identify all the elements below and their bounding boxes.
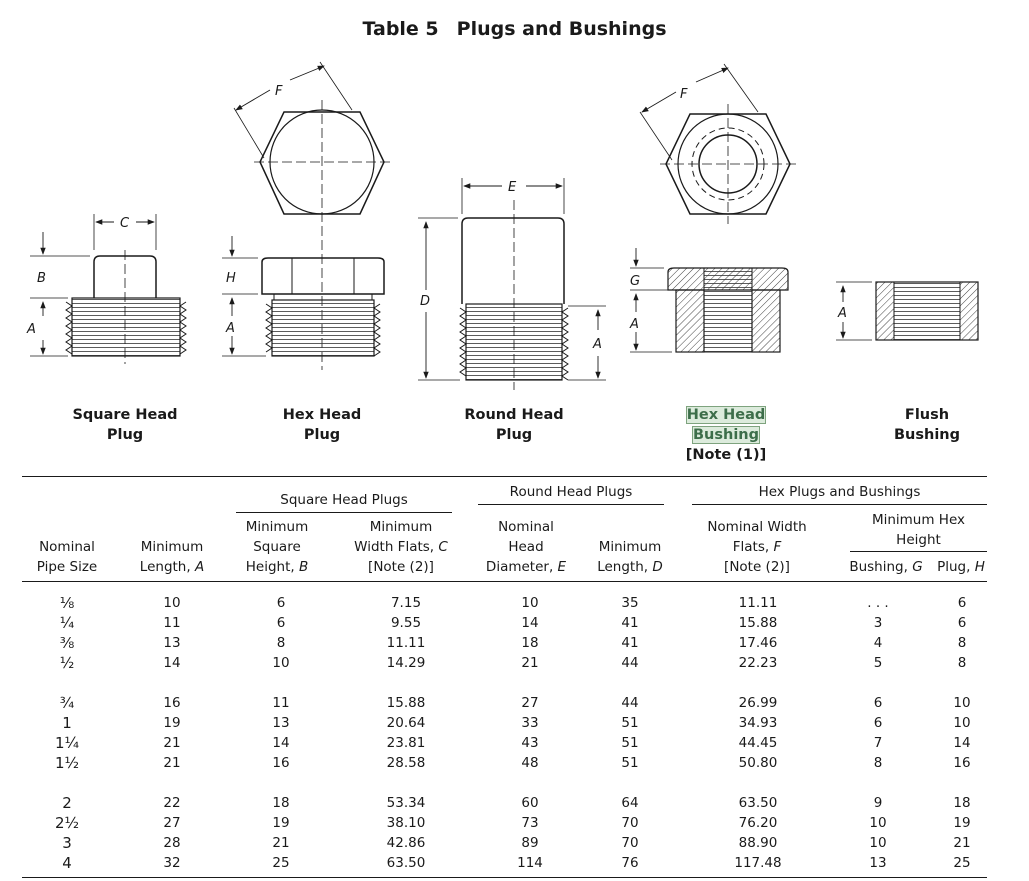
col-diam-e-line2: Head (508, 539, 544, 555)
cell-bushing-g: 13 (869, 855, 887, 871)
cell-plug-h: 8 (957, 655, 967, 671)
cell-plug-h: 18 (953, 795, 971, 811)
cell-nominal-size: 4 (62, 854, 72, 872)
cell-width-flats-c: 7.15 (390, 595, 422, 611)
cell-nominal-size: 1¼ (54, 734, 80, 752)
col-header-min-length-d (585, 537, 675, 577)
cell-min-length-a: 11 (163, 615, 181, 631)
cell-plug-h: 10 (953, 695, 971, 711)
cell-head-diameter-e: 18 (521, 635, 539, 651)
dim-label-c: C (120, 216, 130, 231)
hex-height-line2: Height (896, 532, 941, 548)
cell-nominal-size: ¼ (59, 614, 75, 632)
col-length-d-line1: Minimum (598, 539, 662, 555)
col-flats-c-symbol: C (438, 539, 448, 555)
cell-square-height-b: 13 (272, 715, 290, 731)
cell-head-diameter-e: 33 (521, 715, 539, 731)
cell-bushing-g: 6 (873, 695, 883, 711)
cell-plug-h: 16 (953, 755, 971, 771)
square-group-rule (236, 512, 452, 513)
col-diam-e-symbol: E (557, 559, 567, 575)
cell-bushing-g: 5 (873, 655, 883, 671)
hex-head-plug-drawing (222, 62, 390, 370)
cell-min-length-d: 70 (621, 815, 639, 831)
col-flats-f-line2: Flats, (732, 539, 774, 555)
cell-head-diameter-e: 89 (521, 835, 539, 851)
cell-min-length-d: 35 (621, 595, 639, 611)
cell-min-length-a: 21 (163, 755, 181, 771)
dim-label-a-square: A (27, 322, 36, 337)
dim-label-g: G (630, 274, 641, 289)
dim-label-b: B (37, 271, 46, 286)
caption-hex-head-bushing (656, 405, 796, 465)
col-header-plug-h (930, 557, 992, 577)
cell-square-height-b: 25 (272, 855, 290, 871)
dim-label-d: D (420, 294, 431, 309)
cell-width-flats-f: 44.45 (738, 735, 778, 751)
cell-square-height-b: 19 (272, 815, 290, 831)
cell-min-length-a: 28 (163, 835, 181, 851)
cell-plug-h: 10 (953, 715, 971, 731)
cell-min-length-a: 14 (163, 655, 181, 671)
caption-bushing-line2: Bushing (692, 427, 759, 443)
caption-bushing-note: [Note (1)] (685, 447, 767, 463)
caption-square-line1: Square Head (72, 407, 178, 423)
col-height-b-symbol: B (298, 559, 309, 575)
col-flats-c-note: [Note (2)] (368, 559, 434, 575)
col-header-square-height-b (232, 517, 322, 577)
cell-min-length-a: 19 (163, 715, 181, 731)
cell-width-flats-f: 17.46 (738, 635, 778, 651)
header-bottom-rule (22, 581, 987, 582)
cell-width-flats-c: 14.29 (386, 655, 426, 671)
col-flats-f-line1: Nominal Width (707, 519, 807, 535)
cell-plug-h: 25 (953, 855, 971, 871)
cell-min-length-a: 22 (163, 795, 181, 811)
cell-width-flats-f: 15.88 (738, 615, 778, 631)
cell-min-length-d: 51 (621, 715, 639, 731)
cell-square-height-b: 21 (272, 835, 290, 851)
flush-bushing-drawing (836, 282, 978, 340)
cell-square-height-b: 6 (276, 615, 286, 631)
cell-width-flats-f: 34.93 (738, 715, 778, 731)
cell-width-flats-c: 11.11 (386, 635, 426, 651)
col-flats-c-line2: Width Flats, (354, 539, 439, 555)
cell-head-diameter-e: 14 (521, 615, 539, 631)
cell-width-flats-f: 117.48 (734, 855, 782, 871)
cell-bushing-g: 8 (873, 755, 883, 771)
caption-square-head-plug (55, 405, 195, 445)
cell-width-flats-f: 11.11 (738, 595, 778, 611)
cell-min-length-d: 44 (621, 695, 639, 711)
cell-head-diameter-e: 48 (521, 755, 539, 771)
cell-width-flats-c: 20.64 (386, 715, 426, 731)
cell-nominal-size: 3 (62, 834, 72, 852)
cell-width-flats-c: 15.88 (386, 695, 426, 711)
cell-width-flats-c: 63.50 (386, 855, 426, 871)
cell-min-length-d: 44 (621, 655, 639, 671)
cell-width-flats-c: 9.55 (390, 615, 422, 631)
cell-bushing-g: 9 (873, 795, 883, 811)
cell-bushing-g: . . . (867, 595, 889, 611)
cell-min-length-d: 76 (621, 855, 639, 871)
cell-square-height-b: 11 (272, 695, 290, 711)
cell-nominal-size: ⅜ (59, 634, 75, 652)
col-height-b-line3: Height, (245, 559, 299, 575)
group-header-hex: Hex Plugs and Bushings (758, 484, 921, 500)
cell-nominal-size: 2 (62, 794, 72, 812)
caption-bushing-line1: Hex Head (686, 407, 766, 423)
cell-min-length-a: 16 (163, 695, 181, 711)
caption-round-line2: Plug (495, 427, 533, 443)
col-nominal-line1: Nominal (39, 539, 95, 555)
cell-nominal-size: ½ (59, 654, 75, 672)
col-length-a-line1: Minimum (140, 539, 204, 555)
cell-nominal-size: 1½ (54, 754, 80, 772)
col-diam-e-line3: Diameter, (485, 559, 558, 575)
cell-width-flats-f: 76.20 (738, 815, 778, 831)
table-number: Table 5 (362, 18, 439, 40)
table-top-rule (22, 476, 987, 477)
cell-plug-h: 6 (957, 595, 967, 611)
dim-label-e: E (508, 180, 517, 195)
cell-min-length-a: 32 (163, 855, 181, 871)
group-header-square: Square Head Plugs (280, 492, 408, 508)
col-nominal-line2: Pipe Size (36, 559, 98, 575)
cell-min-length-a: 21 (163, 735, 181, 751)
group-header-hex-height (850, 510, 987, 550)
cell-min-length-a: 27 (163, 815, 181, 831)
cell-min-length-d: 51 (621, 735, 639, 751)
cell-width-flats-f: 50.80 (738, 755, 778, 771)
cell-width-flats-f: 22.23 (738, 655, 778, 671)
cell-min-length-d: 41 (621, 615, 639, 631)
cell-head-diameter-e: 73 (521, 815, 539, 831)
cell-bushing-g: 4 (873, 635, 883, 651)
cell-bushing-g: 7 (873, 735, 883, 751)
cell-head-diameter-e: 60 (521, 795, 539, 811)
caption-hex-head-plug (252, 405, 392, 445)
cell-nominal-size: ⅛ (59, 594, 75, 612)
caption-flush-line1: Flush (904, 407, 950, 423)
table-title-text: Plugs and Bushings (456, 18, 667, 40)
hex-height-line1: Minimum Hex (871, 512, 966, 528)
col-header-nominal (22, 537, 112, 577)
col-length-d-line2: Length, (597, 559, 653, 575)
cell-nominal-size: 1 (62, 714, 72, 732)
table-bottom-rule (22, 877, 987, 878)
col-diam-e-line1: Nominal (498, 519, 554, 535)
col-height-b-line1: Minimum (245, 519, 309, 535)
hex-group-rule (692, 504, 987, 505)
col-flats-f-symbol: F (773, 539, 782, 555)
col-header-min-length-a (127, 537, 217, 577)
group-header-round: Round Head Plugs (509, 484, 633, 500)
dim-label-a-bushing: A (630, 317, 639, 332)
dim-label-f-hex-plug: F (275, 84, 283, 99)
round-group-rule (478, 504, 664, 505)
cell-width-flats-f: 88.90 (738, 835, 778, 851)
cell-width-flats-c: 28.58 (386, 755, 426, 771)
col-header-width-flats-c (337, 517, 465, 577)
col-bushing-g-label: Bushing, (849, 559, 913, 575)
cell-bushing-g: 6 (873, 715, 883, 731)
cell-width-flats-c: 42.86 (386, 835, 426, 851)
cell-width-flats-f: 63.50 (738, 795, 778, 811)
col-header-head-diameter-e (476, 517, 576, 577)
col-flats-f-note: [Note (2)] (724, 559, 790, 575)
caption-round-line1: Round Head (464, 407, 564, 423)
col-bushing-g-symbol: G (912, 559, 923, 575)
cell-square-height-b: 6 (276, 595, 286, 611)
dim-label-a-round: A (593, 337, 602, 352)
cell-nominal-size: 2½ (54, 814, 80, 832)
col-header-width-flats-f (692, 517, 822, 577)
cell-plug-h: 6 (957, 615, 967, 631)
dim-label-f-bushing: F (680, 87, 688, 102)
cell-min-length-d: 70 (621, 835, 639, 851)
cell-head-diameter-e: 27 (521, 695, 539, 711)
col-length-a-line2: Length, (139, 559, 195, 575)
dim-label-a-hex-plug: A (226, 321, 235, 336)
round-head-plug-drawing (418, 178, 606, 390)
cell-min-length-d: 41 (621, 635, 639, 651)
square-head-plug-drawing (30, 214, 186, 364)
cell-plug-h: 21 (953, 835, 971, 851)
cell-min-length-a: 13 (163, 635, 181, 651)
hex-head-bushing-drawing (630, 64, 796, 352)
caption-flush-line2: Bushing (893, 427, 960, 443)
col-plug-h-symbol: H (974, 559, 985, 575)
cell-head-diameter-e: 114 (517, 855, 543, 871)
cell-plug-h: 19 (953, 815, 971, 831)
cell-square-height-b: 10 (272, 655, 290, 671)
caption-hex-plug-line2: Plug (303, 427, 341, 443)
cell-min-length-d: 51 (621, 755, 639, 771)
cell-head-diameter-e: 43 (521, 735, 539, 751)
cell-width-flats-f: 26.99 (738, 695, 778, 711)
cell-bushing-g: 10 (869, 835, 887, 851)
cell-nominal-size: ¾ (59, 694, 75, 712)
cell-width-flats-c: 53.34 (386, 795, 426, 811)
cell-square-height-b: 16 (272, 755, 290, 771)
hex-height-rule (850, 551, 987, 552)
cell-square-height-b: 14 (272, 735, 290, 751)
caption-hex-plug-line1: Hex Head (282, 407, 362, 423)
col-length-d-symbol: D (652, 559, 663, 575)
cell-head-diameter-e: 10 (521, 595, 539, 611)
cell-bushing-g: 3 (873, 615, 883, 631)
caption-flush-bushing (857, 405, 997, 445)
cell-square-height-b: 8 (276, 635, 286, 651)
cell-min-length-a: 10 (163, 595, 181, 611)
cell-width-flats-c: 23.81 (386, 735, 426, 751)
col-header-bushing-g (846, 557, 926, 577)
col-flats-c-line1: Minimum (369, 519, 433, 535)
col-plug-h-label: Plug, (937, 559, 975, 575)
caption-round-head-plug (444, 405, 584, 445)
col-height-b-line2: Square (253, 539, 301, 555)
dim-label-h: H (226, 271, 236, 286)
cell-bushing-g: 10 (869, 815, 887, 831)
dim-label-a-flush: A (838, 306, 847, 321)
cell-width-flats-c: 38.10 (386, 815, 426, 831)
cell-head-diameter-e: 21 (521, 655, 539, 671)
cell-min-length-d: 64 (621, 795, 639, 811)
cell-plug-h: 8 (957, 635, 967, 651)
cell-plug-h: 14 (953, 735, 971, 751)
cell-square-height-b: 18 (272, 795, 290, 811)
col-length-a-symbol: A (194, 559, 205, 575)
caption-square-line2: Plug (106, 427, 144, 443)
